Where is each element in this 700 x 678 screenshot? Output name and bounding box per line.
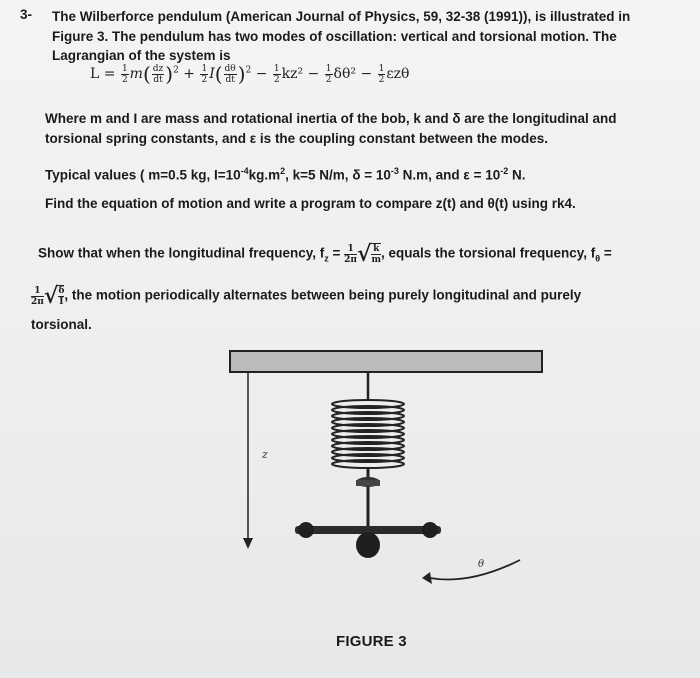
bob-right-weight (422, 522, 438, 538)
problem-line-1: The Wilberforce pendulum (American Journal of Physics, 59, 32-38 (1991)), is illustrated in (52, 9, 631, 24)
task-statement: Find the equation of motion and write a program to compare z(t) and θ(t) using rk4. (45, 196, 576, 211)
eq-I: I (209, 66, 215, 82)
show-line-3: torsional. (31, 317, 92, 332)
bob-center-mass (356, 532, 380, 558)
problem-line-2: Figure 3. The pendulum has two modes of oscillation: vertical and torsional motion. The (52, 29, 617, 44)
lagrangian-equation: L = $\frac{1}{2}$ m( $\frac{dz}{dt}$ )$^2$ + $\frac{1}{2}$ I( $\frac{d\theta}{dt}$ )$^2$ − $\frac{1}{2}$ kz² − $\frac{1}{2}$ δθ² − $\frac{1}{2}$ εzθ (90, 62, 410, 86)
eq-kz2: kz² (281, 66, 304, 82)
figure-caption: FIGURE 3 (336, 633, 407, 650)
typical-values: Typical values ( m=0.5 kg, $I=10^{-4}kg.m^2$, k=5 N/m, $\delta = 10^{-3}$ N.m, and $\varepsilon = 10^{-2}$ N. (45, 166, 526, 183)
theta-arrow (430, 560, 520, 580)
eq-half-1: $\frac{1}{2}$ (121, 63, 128, 85)
theta-label: θ (478, 559, 485, 570)
bob-left-weight (298, 522, 314, 538)
eq-coupling: εzθ (386, 66, 410, 82)
show-line-1: Show that when the longitudinal frequency, $f_z$ = $\frac{1}{2\pi}√$ $\frac{k}{m}$, equals the torsional frequency, $f_\theta$ = (38, 241, 612, 267)
ceiling-support (230, 351, 542, 372)
where-line-1: Where m and I are mass and rotational inertia of the bob, k and δ are the longitudinal and (45, 111, 617, 126)
show-line-2: $\frac{1}{2\pi}√$ $\frac{\delta}{I}$, the motion periodically alternates between being purely longitudinal and purely (31, 283, 582, 309)
eq-dtheta2: δθ² (333, 66, 356, 82)
z-label: z (262, 448, 268, 461)
problem-number: 3- (20, 7, 33, 22)
z-axis-arrowhead (243, 538, 253, 549)
eq-m: m (129, 66, 143, 82)
where-line-2: torsional spring constants, and ε is the coupling constant between the modes. (45, 131, 548, 146)
eq-dthetadt: $\frac{d\theta}{dt}$ (224, 63, 236, 85)
spring-coil (332, 400, 404, 468)
eq-dzdt: $\frac{dz}{dt}$ (152, 63, 164, 85)
eq-lhs: L = (90, 66, 120, 82)
eq-half-2: $\frac{1}{2}$ (201, 63, 208, 85)
problem-line-3: Lagrangian of the system is (52, 48, 231, 63)
